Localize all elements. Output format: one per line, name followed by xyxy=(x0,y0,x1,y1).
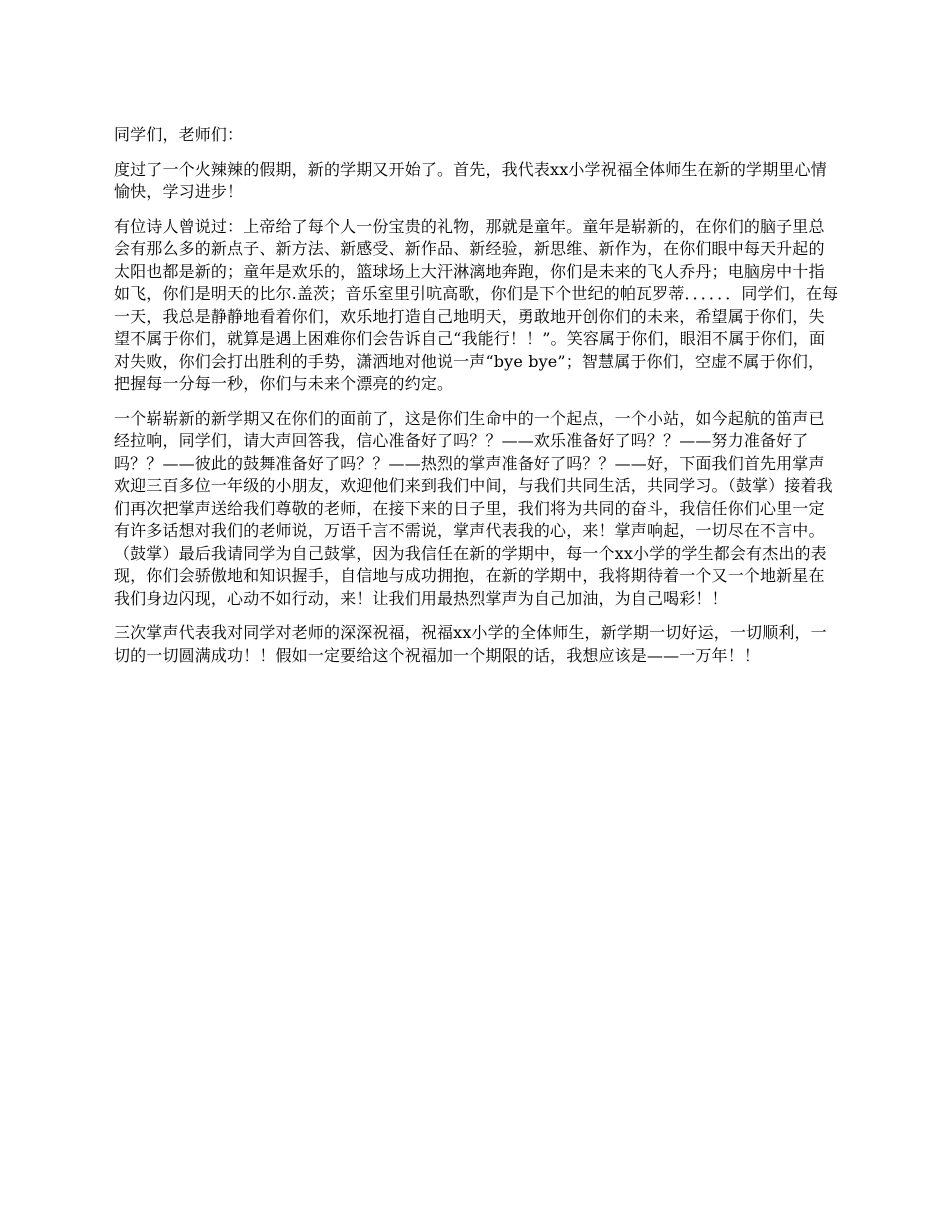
childhood-paragraph: 有位诗人曾说过：上帝给了每个人一份宝贵的礼物，那就是童年。童年是崭新的，在你们的脑子里总会有那么多的新点子、新方法、新感受、新作品、新经验，新思维、新作为，在你们眼中每天升起的太阳也都是新的；童年是欢乐的，篮球场上大汗淋漓地奔跑，你们是未来的飞人乔丹；电脑房中十指如飞，你们是明天的比尔.盖茨；音乐室里引吭高歌，你们是下个世纪的帕瓦罗蒂．．．．．．同学们，在每一天，我总是静静地看着你们，欢乐地打造自己地明天，勇敢地开创你们的未来，希望属于你们，失望不属于你们，就算是遇上困难你们会告诉自己“我能行！！”。笑容属于你们，眼泪不属于你们，面对失败，你们会打出胜利的手势，潇洒地对他说一声“bye bye”；智慧属于你们，空虚不属于你们，把握每一分每一秒，你们与未来个漂亮的约定。 xyxy=(114,216,839,393)
opening-paragraph: 度过了一个火辣辣的假期，新的学期又开始了。首先，我代表xx小学祝福全体师生在新的学期里心情愉快，学习进步！ xyxy=(114,159,827,201)
greeting-paragraph: 同学们，老师们： xyxy=(114,125,244,144)
new-semester-paragraph: 一个崭崭新的新学期又在你们的面前了，这是你们生命中的一个起点，一个小站，如今起航的笛声已经拉响，同学们，请大声回答我，信心准备好了吗？？——欢乐准备好了吗？？——努力准备好了吗？？——彼此的鼓舞准备好了吗？？——热烈的掌声准备好了吗？？——好，下面我们首先用掌声欢迎三百多位一年级的小朋友，欢迎他们来到我们中间，与我们共同生活，共同学习。（鼓掌）接着我们再次把掌声送给我们尊敬的老师，在接下来的日子里，我们将为共同的奋斗，我信任你们心里一定有许多话想对我们的老师说，万语千言不需说，掌声代表我的心，来！掌声响起，一切尽在不言中。（鼓掌）最后我请同学为自己鼓掌，因为我信任在新的学期中，每一个xx小学的学生都会有杰出的表现，你们会骄傲地和知识握手，自信地与成功拥抱，在新的学期中，我将期待着一个又一个地新星在我们身边闪现，心动不如行动，来！让我们用最热烈掌声为自己加油，为自己喝彩！！ xyxy=(114,408,833,608)
closing-paragraph: 三次掌声代表我对同学对老师的深深祝福，祝福xx小学的全体师生，新学期一切好运，一切顺利，一切的一切圆满成功！！假如一定要给这个祝福加一个期限的话，我想应该是——一万年！！ xyxy=(114,623,827,665)
document-page xyxy=(114,124,840,679)
